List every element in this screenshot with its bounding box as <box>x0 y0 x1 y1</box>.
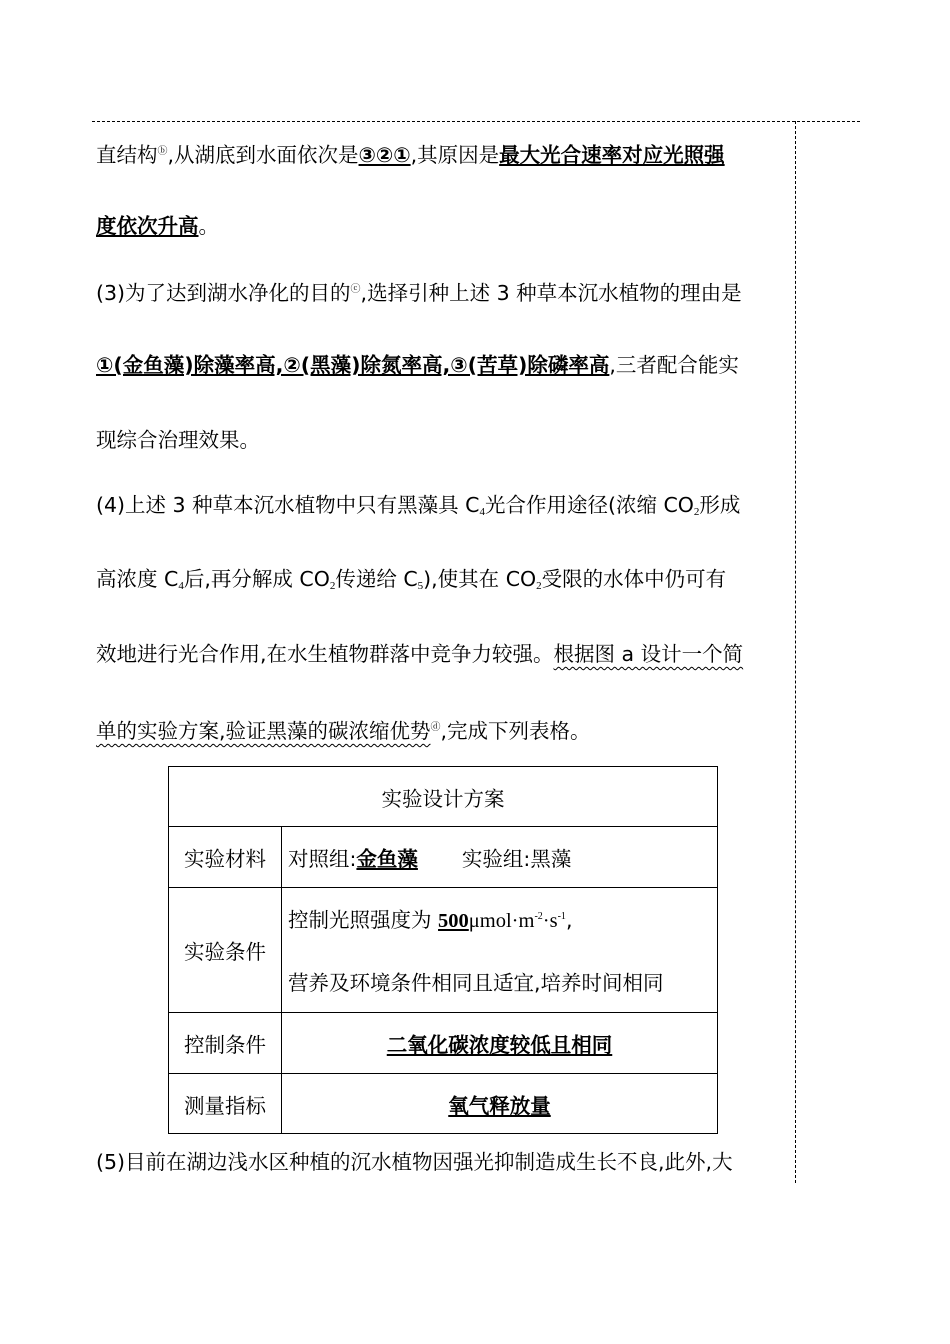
question-4 <box>96 491 740 526</box>
text-line-2 <box>96 212 219 240</box>
conditions-cell <box>282 888 718 1013</box>
text: (3)为了达到湖水净化的目的 <box>96 280 351 305</box>
control-cell <box>282 1013 718 1074</box>
conditions-line-1 <box>288 903 711 935</box>
subscript: 2 <box>329 580 336 592</box>
text: 现综合治理效果。 <box>96 428 260 452</box>
text-line-7 <box>96 565 726 600</box>
text: ),使其在 CO <box>423 567 537 591</box>
table-row <box>169 767 718 827</box>
subscript: 2 <box>536 580 542 592</box>
text: ,选择引种上述 3 种草本沉水植物的理由是 <box>360 280 742 305</box>
text-line-8 <box>96 640 743 668</box>
text-line-4 <box>96 351 739 379</box>
question-5 <box>96 1148 733 1176</box>
text: 高浓度 C <box>96 567 179 591</box>
subscript: 2 <box>693 506 700 518</box>
marker-c: ⓒ <box>350 284 361 295</box>
text-line-1 <box>96 138 725 169</box>
header-dashed-line <box>92 121 860 122</box>
marker-d: ⓓ <box>430 722 441 733</box>
text: 对照组: <box>288 847 357 871</box>
answer-measure: 氧气释放量 <box>448 1093 551 1118</box>
text-line-9 <box>96 714 591 745</box>
unit: μmol·m <box>468 909 535 932</box>
text: 。 <box>198 214 219 238</box>
conditions-line-2: 营养及环境条件相同且适宜,培养时间相同 <box>288 970 664 995</box>
table-row <box>169 827 718 888</box>
text: ,三者配合能实 <box>609 353 739 377</box>
text: ,其原因是 <box>410 142 500 167</box>
text: 受限的水体中仍可有 <box>541 567 727 591</box>
unit: ·s <box>542 909 558 932</box>
row-label-measure: 测量指标 <box>169 1074 282 1134</box>
answer-light-intensity: 500 <box>438 909 469 932</box>
wavy-underlined-text: 根据图 a 设计一个简 <box>553 642 744 666</box>
text: 效地进行光合作用,在水生植物群落中竞争力较强。 <box>96 642 554 666</box>
table-title: 实验设计方案 <box>169 767 718 827</box>
text: ,完成下列表格。 <box>440 718 591 743</box>
answer-control-group: 金鱼藻 <box>356 847 418 871</box>
text: 直结构 <box>96 142 158 167</box>
answer-co2-condition: 二氧化碳浓度较低且相同 <box>386 1033 613 1057</box>
margin-dashed-line <box>795 121 796 1183</box>
materials-cell <box>282 827 718 888</box>
answer-reason-cont: 度依次升高 <box>96 214 199 238</box>
text: 光合作用途径(浓缩 CO <box>484 493 694 517</box>
answer-order: ③②① <box>358 142 411 167</box>
text: ,从湖底到水面依次是 <box>167 142 359 167</box>
experiment-design-table <box>168 766 718 1134</box>
text: 控制光照强度为 <box>288 907 439 932</box>
superscript: -1 <box>557 911 566 923</box>
text: (4)上述 3 种草本沉水植物中只有黑藻具 C <box>96 493 480 517</box>
answer-reason-3: ①(金鱼藻)除藻率高,②(黑藻)除氮率高,③(苦草)除磷率高 <box>96 353 610 377</box>
text: 后,再分解成 CO <box>183 567 330 591</box>
subscript: 4 <box>479 506 485 518</box>
text: 实验组:黑藻 <box>461 847 572 871</box>
row-label-control: 控制条件 <box>169 1013 282 1074</box>
measure-cell <box>282 1074 718 1134</box>
table-row <box>169 1074 718 1134</box>
text: 形成 <box>699 493 741 517</box>
question-3 <box>96 276 742 307</box>
row-label-materials: 实验材料 <box>169 827 282 888</box>
table-row <box>169 888 718 1013</box>
table-row <box>169 1013 718 1074</box>
subscript: 5 <box>417 580 424 592</box>
text-line-5 <box>96 426 260 454</box>
superscript: -2 <box>534 911 543 923</box>
wavy-underlined-text: 单的实验方案,验证黑藻的碳浓缩优势 <box>96 718 431 743</box>
text: , <box>565 907 573 932</box>
text: (5)目前在湖边浅水区种植的沉水植物因强光抑制造成生长不良,此外,大 <box>96 1150 733 1174</box>
marker-b: ⓑ <box>157 146 168 157</box>
subscript: 4 <box>178 580 184 592</box>
text: 传递给 C <box>335 567 418 591</box>
answer-reason: 最大光合速率对应光照强 <box>499 142 725 167</box>
row-label-conditions: 实验条件 <box>169 888 282 1013</box>
